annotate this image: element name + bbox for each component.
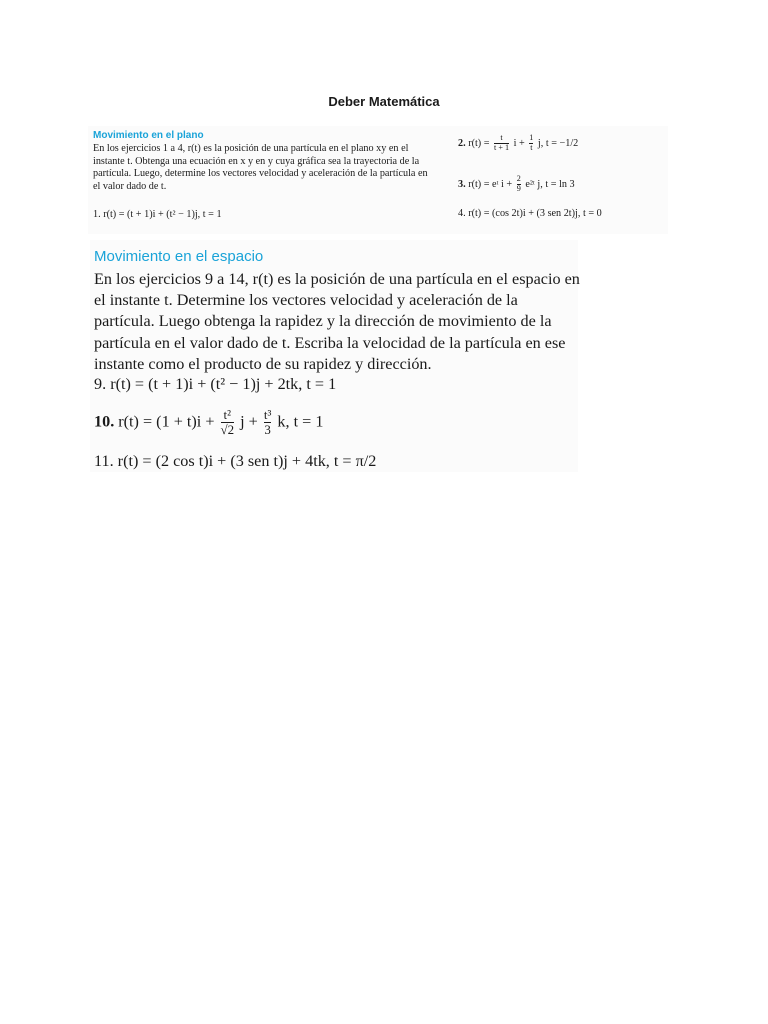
fraction: $\frac{\text{t²}}{√2}$ xyxy=(220,407,235,438)
section-heading: Movimiento en el espacio xyxy=(94,248,264,265)
exercise-number: 2. xyxy=(458,137,466,149)
fraction: $\frac{\text{t³}}{3}$ xyxy=(263,407,272,438)
exercise-lhs: r(t) = (1 + t)i + xyxy=(118,412,215,431)
exercise-10 xyxy=(94,408,323,437)
exercise-mid: i + xyxy=(513,137,525,149)
exercise-lhs: r(t) = eᵗ i + xyxy=(468,178,513,190)
fraction: $\frac{2}{9}$ xyxy=(516,174,521,193)
exercise-1: 1. r(t) = (t + 1)i + (t² − 1)j, t = 1 xyxy=(93,209,222,220)
plano-section xyxy=(88,126,668,234)
section-heading: Movimiento en el plano xyxy=(93,130,204,141)
section-intro: En los ejercicios 9 a 14, r(t) es la posición de una partícula en el espacio en el instante t. Determine los vectores velocidad y aceleración de la partícula. Luego obtenga la rapidez y la dirección de movimiento de la partícula en el valor dado de t. Escriba la velocidad de la partícula en ese instante como el producto de su rapidez y dirección. xyxy=(94,270,580,373)
exercise-number: 3. xyxy=(458,178,466,190)
exercise-3 xyxy=(458,175,575,194)
fraction: $\frac{1}{t}$ xyxy=(529,133,534,152)
exercise-tail: j, t = −1/2 xyxy=(537,137,579,149)
exercise-tail: e²ᵗ j, t = ln 3 xyxy=(525,178,575,190)
exercise-mid: j + xyxy=(240,412,258,431)
fraction: $\frac{t}{t + 1}$ xyxy=(494,133,510,152)
exercise-number: 10. xyxy=(94,412,115,431)
espacio-section xyxy=(90,240,578,472)
exercise-11: 11. r(t) = (2 cos t)i + (3 sen t)j + 4tk, t = π/2 xyxy=(94,452,377,470)
exercise-lhs: r(t) = xyxy=(468,137,490,149)
exercise-tail: k, t = 1 xyxy=(277,412,324,431)
exercise-9: 9. r(t) = (t + 1)i + (t² − 1)j + 2tk, t = 1 xyxy=(94,375,337,393)
exercise-2 xyxy=(458,134,578,153)
section-intro: En los ejercicios 1 a 4, r(t) es la posición de una partícula en el plano xy en el instante t. Obtenga una ecuación en x y en y cuya gráfica sea la trayectoria de la partícula. Luego, determine los vectores velocidad y aceleración de la partícula en el valor dado de t. xyxy=(93,143,428,192)
page-title: Deber Matemática xyxy=(328,94,440,109)
exercise-4: 4. r(t) = (cos 2t)i + (3 sen 2t)j, t = 0 xyxy=(458,208,602,219)
